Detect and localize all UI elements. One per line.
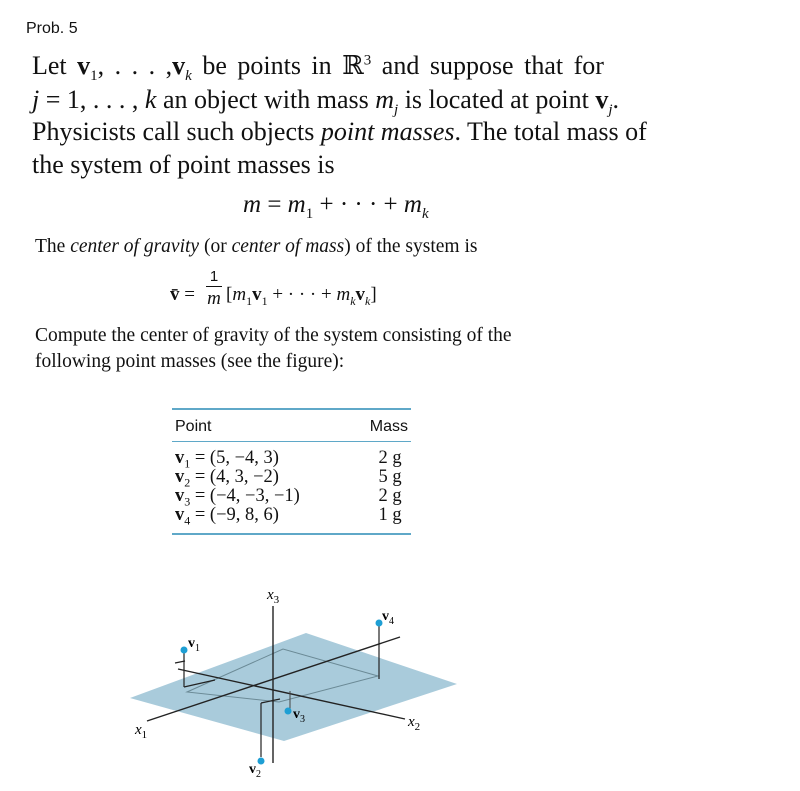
header-mass: Mass (369, 418, 408, 435)
mass-cell: 1 g (378, 505, 402, 525)
table-row (172, 448, 411, 471)
compute-line-1: Compute the center of gravity of the system consisting of the (35, 325, 512, 346)
point-v2 (258, 758, 265, 765)
table-header (172, 410, 411, 441)
compute-line-2: following point masses (see the figure): (35, 351, 345, 372)
coordinate-figure (125, 585, 465, 785)
label-v2: $v_2$ (249, 762, 261, 780)
table-bottom-rule (172, 533, 411, 535)
table-row (172, 486, 411, 509)
label-v4: $v_4$ (382, 609, 394, 627)
point-v3 (285, 708, 292, 715)
total-mass-equation: $m = m_1$ + · · · + $m_k$ (243, 191, 429, 222)
label-v1: $v_1$ (188, 636, 200, 654)
center-of-gravity-definition: The center of gravity (or center of mass) of the system is (35, 236, 478, 257)
point-cell: $v_3 = (-4$, −3, −1) (175, 486, 300, 509)
point-cell: $v_2 = (4$, 3, −2) (175, 467, 279, 490)
label-x1: $x_1$ (135, 722, 148, 741)
mass-cell: 5 g (378, 467, 402, 487)
header-point: Point (175, 418, 212, 435)
label-v3: $v_3$ (293, 707, 305, 725)
label-x2: $x_2$ (408, 714, 421, 733)
label-x3: $x_3$ (267, 587, 280, 606)
point-mass-table (172, 408, 411, 535)
text-line-2: j = 1, . . . , k an object with mass $m_j$ is located at point $v_j$. (32, 85, 619, 119)
point-v1 (181, 647, 188, 654)
table-row (172, 505, 411, 528)
problem-label: Prob. 5 (26, 20, 78, 37)
text-line-4: the system of point masses is (32, 150, 335, 179)
point-cell: $v_4 = (-9$, 8, 6) (175, 505, 279, 528)
text-line-3: Physicists call such objects point masses. The total mass of (32, 117, 647, 146)
point-cell: $v_1 = (5$, −4, 3) (175, 448, 279, 471)
fraction-one-over-m: 1 m (207, 268, 221, 309)
mass-cell: 2 g (378, 486, 402, 506)
text-line-1: Let $v_1$, . . . $,v_k$ be points in ℝ$^3$ and suppose that for (32, 51, 604, 85)
table-row (172, 467, 411, 490)
mass-cell: 2 g (378, 448, 402, 468)
